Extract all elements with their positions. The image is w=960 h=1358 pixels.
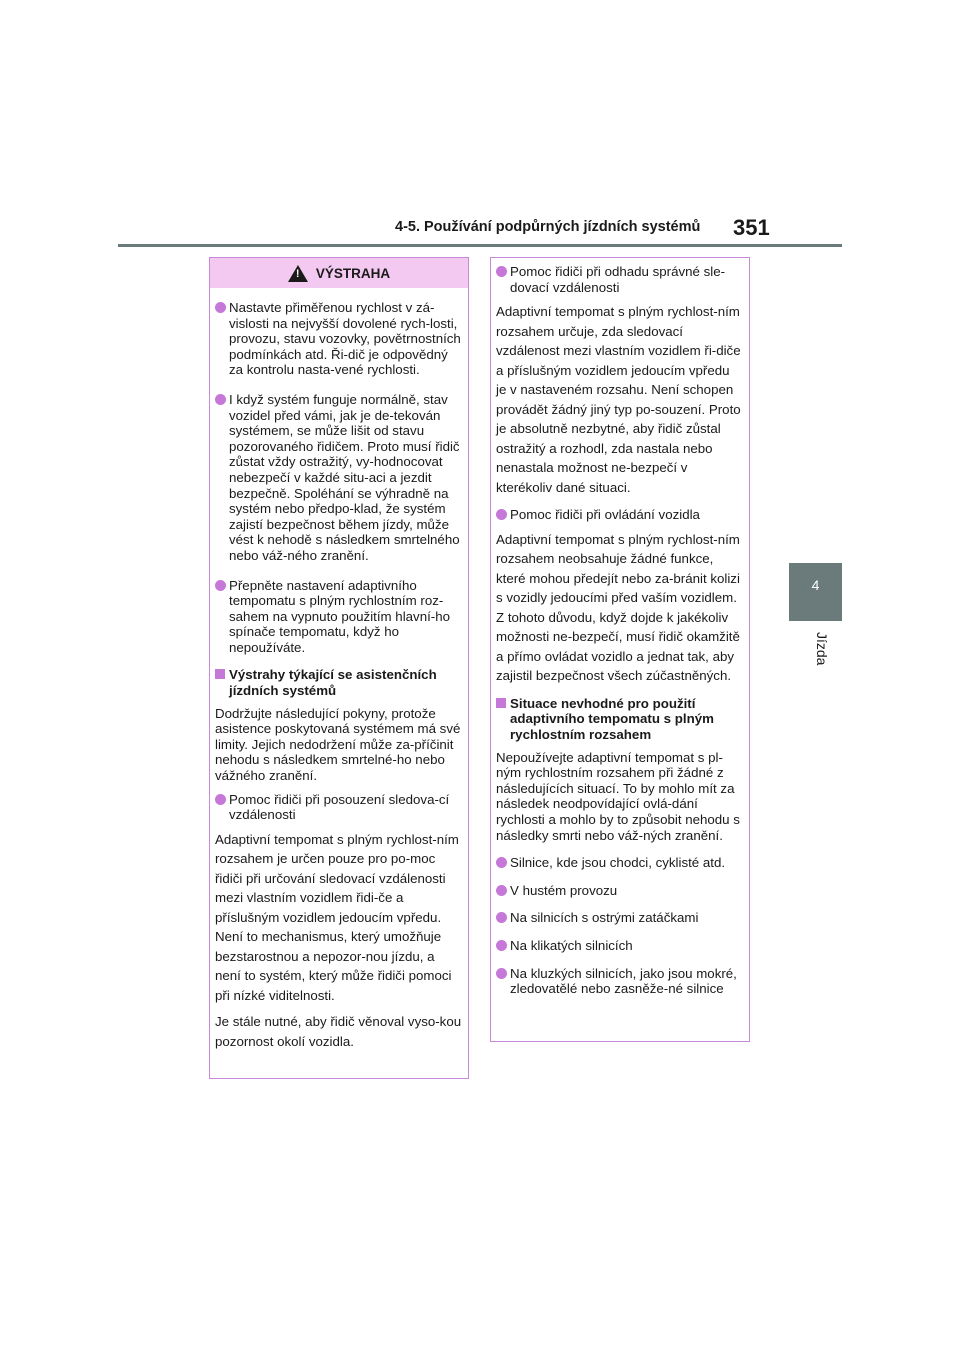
- bullet-dot-icon: [215, 302, 226, 313]
- paragraph: Je stále nutné, aby řidič věnoval vyso-kou pozornost okolí vozidla.: [215, 1014, 462, 1049]
- list-item-text: Přepněte nastavení adaptivního tempomatu s plným rychlostním roz-sahem na vypnuto použitím hlavní-ho spínače tempomatu, když ho nepoužíváte.: [229, 577, 451, 655]
- list-item-text: Na silnicích s ostrými zatáčkami: [510, 910, 699, 926]
- list-item: [496, 855, 743, 871]
- warning-panel-right: [490, 257, 750, 1042]
- bullet-dot-icon: [496, 857, 507, 868]
- list-item: [496, 883, 743, 899]
- list-item: [496, 910, 743, 926]
- paragraph: Adaptivní tempomat s plným rychlost-ním rozsahem určuje, zda sledovací vzdálenost mezi vlastním vozidlem ři-diče a příslušným vozidlem jedoucím vpředu je v nastaveném rozsahu. Není schopen provádět žádný jiný typ po-souzení. Proto je absolutně nezbytné, aby řidič zůstal ostražitý a rozhodl, zda nastala nebo nenastala možnost ne-bezpečí v kterékoliv dané situaci.: [496, 304, 741, 495]
- section-title: 4-5. Používání podpůrných jízdních systémů: [395, 219, 701, 235]
- warning-panel-left: [209, 257, 469, 1079]
- chapter-tab: 4: [789, 563, 842, 621]
- list-item-text: Pomoc řidiči při ovládání vozidla: [510, 507, 700, 523]
- list-item-text: Silnice, kde jsou chodci, cyklisté atd.: [510, 855, 726, 871]
- heading-text: Výstrahy týkající se asistenčních jízdních systémů: [229, 667, 437, 699]
- bullet-dot-icon: [215, 394, 226, 405]
- bullet-dot-icon: [496, 912, 507, 923]
- bullet-dot-icon: [215, 580, 226, 591]
- warning-body: [491, 264, 749, 997]
- list-item: [496, 938, 743, 954]
- bullet-dot-icon: [215, 794, 226, 805]
- section-heading: [215, 667, 462, 698]
- list-item-text: I když systém funguje normálně, stav vozidel před vámi, jak je de-tekován systémem, se může lišit od stavu pozorovaného řidičem. Proto musí řidič zůstat vždy ostražitý, vy-hodnocovat nebezpečí v každé situ-aci a jezdit bezpečně. Spoléhání se výhradně na systém nebo předpo-klad, že systém zajistí bezpečnost během jízdy, může vést k nehodě s následkem smrtelného nebo váž-ného zranění.: [229, 391, 460, 563]
- paragraph: Nepoužívejte adaptivní tempomat s pl-ným rychlostním rozsahem při žádné z následujících situací. To by mohlo mít za následek neodpovídající ovlá-dání rychlosti a mohlo by to způsobit nehodu s následky smrti nebo váž-ných zranění.: [496, 749, 740, 843]
- bullet-dot-icon: [496, 968, 507, 979]
- bullet-dot-icon: [496, 266, 507, 277]
- warning-body: [210, 288, 468, 1051]
- heading-square-icon: [496, 698, 506, 708]
- heading-square-icon: [215, 669, 225, 679]
- list-item-text: Nastavte přiměřenou rychlost v zá-vislosti na nejvyšší dovolené rych-losti, provozu, stavu vozovky, povětrnostních podmínkách atd. Ři-dič je odpovědný za kontrolu nasta-vené rychlosti.: [229, 300, 461, 378]
- paragraph: Adaptivní tempomat s plným rychlost-ním rozsahem neobsahuje žádné funkce, které mohou předejít nebo za-bránit kolizi s vozidly jedoucími před vaším vozidlem. Z tohoto důvodu, když dojde k jakékoliv možnosti ne-bezpečí, musí řidič okamžitě a přímo ovládat vozidlo a jednat tak, aby zajistil bezpečnost všech zúčastněných.: [496, 531, 740, 684]
- bullet-dot-icon: [496, 885, 507, 896]
- warning-header: [210, 258, 468, 288]
- list-item: [496, 264, 743, 295]
- paragraph: Adaptivní tempomat s plným rychlost-ním rozsahem je určen pouze pro po-moc řidiči při určování sledovací vzdálenosti mezi vlastním vozidlem řidi-če a příslušným vozidlem jedoucím vpředu. Není to mechanismus, který umožňuje bezstarostnou a nepozor-nou jízdu, a není to systém, který může řidiči pomoci při nízké viditelnosti.: [215, 831, 459, 1003]
- chapter-label: Jízda: [814, 632, 830, 666]
- warning-triangle-icon: [288, 265, 308, 282]
- heading-text: Situace nevhodné pro použití adaptivního tempomatu s plným rychlostním rozsahem: [510, 695, 714, 742]
- list-item: [215, 300, 462, 378]
- page-number: 351: [733, 215, 770, 240]
- list-item: [215, 392, 462, 564]
- section-heading: [496, 696, 743, 743]
- bullet-dot-icon: [496, 940, 507, 951]
- list-item-text: Na klikatých silnicích: [510, 937, 633, 953]
- list-item: [496, 966, 743, 997]
- list-item: [496, 507, 743, 523]
- list-item-text: Pomoc řidiči při posouzení sledova-cí vzdálenosti: [229, 791, 450, 823]
- header-divider: [118, 244, 842, 247]
- list-item-text: Na kluzkých silnicích, jako jsou mokré, zledovatělé nebo zasněže-né silnice: [510, 965, 737, 997]
- list-item-text: Pomoc řidiči při odhadu správné sle-dovací vzdálenosti: [510, 264, 726, 295]
- bullet-dot-icon: [496, 509, 507, 520]
- warning-title: VÝSTRAHA: [315, 265, 391, 281]
- list-item: [215, 792, 462, 823]
- list-item: [215, 578, 462, 656]
- list-item-text: V hustém provozu: [510, 882, 618, 898]
- paragraph: Dodržujte následující pokyny, protože asistence poskytovaná systémem má své limity. Jejich nedodržení může za-příčinit nehodu s následkem smrtelné-ho nebo vážného zranění.: [215, 705, 461, 784]
